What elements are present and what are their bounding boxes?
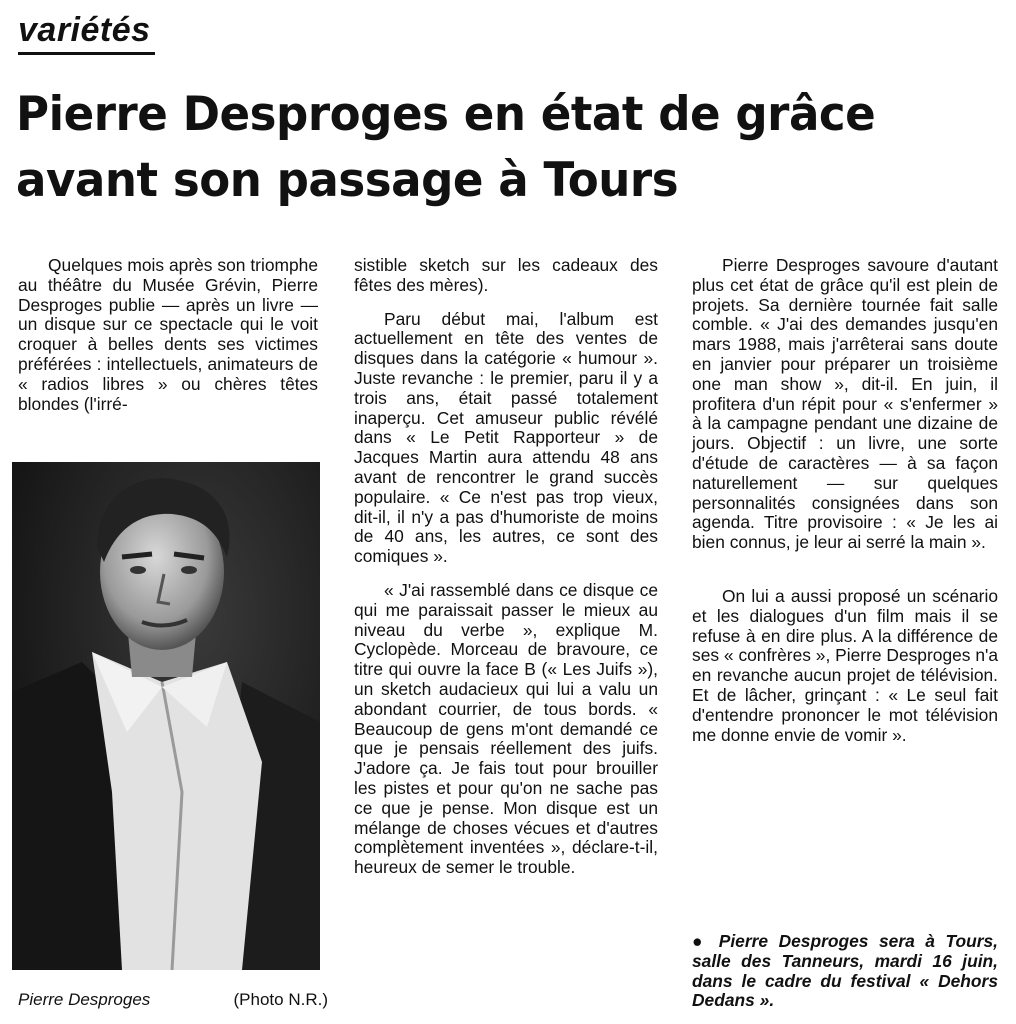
headline [16, 82, 966, 214]
caption-credit: (Photo N.R.) [233, 990, 328, 1009]
section-rubric: variétés [18, 8, 155, 55]
paragraph-disque: « J'ai rassemblé dans ce disque ce qui me paraissait passer le mieux au niveau du verbe », explique M. Cyclopède. Morceau de bravoure, ce titre qui ouvre la face B (« Les Juifs »), un sketch audacieux qui lui a valu un abondant courrier, de tous bords. « Beaucoup de gens m'ont demandé ce que je pensais réellement des juifs. J'adore ça. Je fais tout pour brouiller les pistes et pour qu'on ne sache pas ce que je pense. Mon disque est un mélange de choses vécues et d'autres complètement inventées », déclare-t-il, heureux de semer le trouble. [354, 579, 658, 878]
headline-line-1: Pierre Desproges en état de grâce [16, 87, 876, 142]
paragraph-projets: Pierre Desproges savoure d'autant plus cet état de grâce qu'il est plein de projets. Sa dernière tournée fait salle comble. « J'ai des demandes jusqu'en mars 1988, mais j'arrêterai sans doute en janvier pour préparer un troisième one man show », dit-il. En juin, il profitera d'un répit pour « s'enfermer » à la campagne pendant une dizaine de jours. Objectif : un livre, une sorte d'étude de caractères — à sa façon naturellement — sur quelques personnalités consignées dans son agenda. Titre provisoire : « Je les ai bien connus, je leur ai serré la main ». [692, 255, 998, 553]
paragraph-album: Paru début mai, l'album est actuellement en tête des ventes de disques dans la catégorie « humour ». Juste revanche : le premier, paru il y a trois ans, était passé totalement inaperçu. Cet amuseur public révélé dans « Le Petit Rapporteur » de Jacques Martin aura attendu 48 ans avant de rencontrer le grand succès populaire. « Ce n'est pas trop vieux, dit-il, il n'y a pas d'humoriste de moins de 40 ans, les autres, ce sont des comiques ». [354, 308, 658, 567]
event-info: ● Pierre Desproges sera à Tours, salle des Tanneurs, mardi 16 juin, dans le cadre du festival « Dehors Dedans ». [692, 931, 998, 1011]
article-column-2 [354, 256, 658, 878]
portrait-image [12, 462, 320, 970]
paragraph-continuation: sistible sketch sur les cadeaux des fêtes des mères). [354, 255, 658, 295]
article-column-3 [692, 256, 998, 745]
paragraph-intro: Quelques mois après son triomphe au théâtre du Musée Grévin, Pierre Desproges publie — après un livre — un disque sur ce spectacle qui le voit croquer à belles dents ses victimes préférées : intellectuels, animateurs de « radios libres » ou chères têtes blondes (l'irré- [18, 255, 318, 414]
portrait-photo [12, 462, 320, 970]
article-column-1 [18, 256, 318, 414]
headline-line-2: avant son passage à Tours [16, 153, 679, 208]
paragraph-scenario: On lui a aussi proposé un scénario et les dialogues d'un film mais il se refuse à en dire plus. A la différence de ses « confrères », Pierre Desproges n'a en revanche aucun projet de télévision. Et de lâcher, grinçant : « Le seul fait d'entendre prononcer le mot télévision me donne envie de vomir ». [692, 585, 998, 745]
photo-caption [18, 990, 328, 1010]
caption-name: Pierre Desproges [18, 990, 151, 1009]
